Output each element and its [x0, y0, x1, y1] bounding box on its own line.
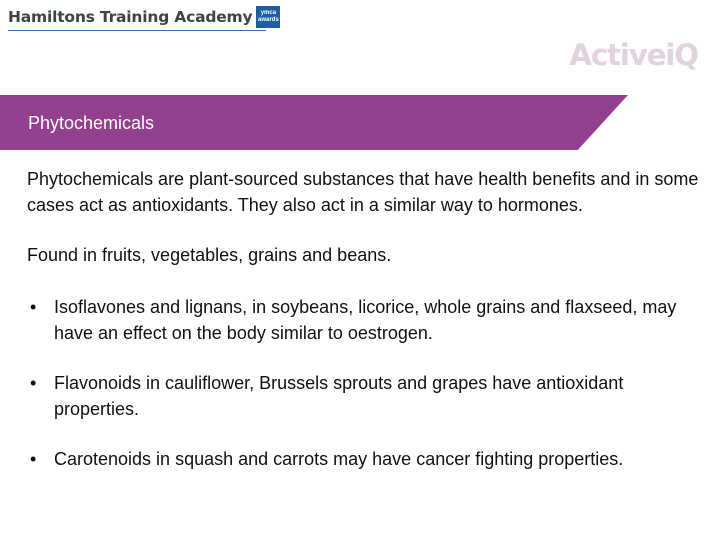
list-item [27, 370, 702, 422]
intro-paragraph: Phytochemicals are plant-sourced substances that have health benefits and in some cases act as antioxidants. They also act in a similar way to hormones. [27, 169, 699, 215]
bullet-list [27, 294, 702, 472]
slide-content [27, 166, 702, 472]
bullet-icon: • [30, 449, 37, 469]
list-item [27, 446, 702, 472]
badge-line-1: ymca [260, 10, 277, 16]
bullet-icon: • [30, 373, 37, 393]
logo-text: Hamiltons Training Academy [8, 8, 253, 26]
bullet-text: Carotenoids in squash and carrots may have cancer fighting properties. [54, 449, 624, 469]
logo-underline [8, 30, 266, 31]
badge-line-2: awards [258, 17, 279, 23]
found-in-paragraph: Found in fruits, vegetables, grains and beans. [27, 245, 392, 265]
ymca-awards-badge [256, 6, 280, 28]
slide-title: Phytochemicals [28, 113, 155, 133]
bullet-text: Isoflavones and lignans, in soybeans, licorice, whole grains and flaxseed, may have an effect on the body similar to oestrogen. [54, 297, 677, 343]
bullet-icon: • [30, 297, 37, 317]
bullet-text: Flavonoids in cauliflower, Brussels sprouts and grapes have antioxidant properties. [54, 373, 624, 419]
activeiq-logo: ActiveiQ [569, 38, 698, 72]
list-item [27, 294, 702, 346]
hamiltons-logo [8, 6, 280, 28]
